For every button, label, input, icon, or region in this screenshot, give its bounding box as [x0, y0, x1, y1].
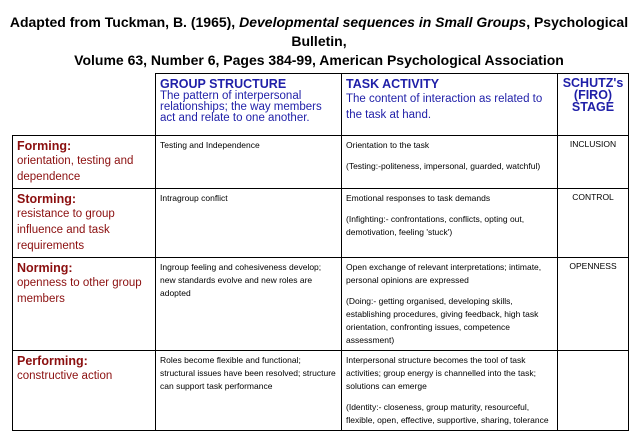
- group-structure-cell: Roles become flexible and functional; structural issues have been resolved; structure can support task performance: [156, 351, 342, 431]
- title-line-2: Volume 63, Number 6, Pages 384-99, American Psychological Association: [74, 52, 564, 68]
- task-main-text: Orientation to the task: [346, 140, 430, 150]
- task-activity-cell: [342, 351, 558, 431]
- stage-description: resistance to group influence and task requirements: [17, 208, 115, 252]
- stage-row-forming: [13, 136, 629, 189]
- stage-name: Storming:: [17, 192, 77, 206]
- schutz-line-2: (FIRO): [573, 88, 613, 102]
- firo-stage-cell: [558, 351, 629, 431]
- task-detail-text: (Testing:-politeness, impersonal, guarded, watchful): [346, 161, 541, 171]
- group-structure-subtitle: The pattern of interpersonal relationships; the way members act and relate to one another.: [160, 90, 322, 124]
- task-main-text: Emotional responses to task demands: [346, 193, 491, 203]
- task-main-text: Interpersonal structure becomes the tool of task activities; group energy is channelled into the task; solutions can emerge: [346, 355, 536, 391]
- group-structure-title: GROUP STRUCTURE: [160, 77, 287, 91]
- stage-description: orientation, testing and dependence: [17, 155, 134, 183]
- stage-cell: [13, 136, 156, 189]
- schutz-line-1: SCHUTZ's: [562, 76, 624, 90]
- stage-name: Performing:: [17, 354, 88, 368]
- task-activity-cell: [342, 136, 558, 189]
- header-row: [13, 74, 629, 136]
- schutz-line-3: STAGE: [571, 100, 615, 114]
- title-italic-source: Developmental sequences in Small Groups: [239, 14, 527, 30]
- task-activity-cell: [342, 189, 558, 258]
- task-activity-subtitle: The content of interaction as related to the task at hand.: [346, 93, 543, 121]
- task-detail-text: (Doing:- getting organised, developing skills, establishing procedures, giving feedback, high task orientation, confronting issues, competence assessment): [346, 296, 539, 345]
- header-schutz-stage: [558, 74, 629, 136]
- stage-description: openness to other group members: [17, 277, 142, 305]
- task-detail-text: (Infighting:- confrontations, conflicts, opting out, demotivation, feeling 'stuck'): [346, 214, 525, 237]
- header-task-activity: [342, 74, 558, 136]
- stage-cell: [13, 351, 156, 431]
- page-title: [0, 13, 638, 70]
- task-main-text: Open exchange of relevant interpretations; intimate, personal opinions are expressed: [346, 262, 542, 285]
- firo-stage-cell: OPENNESS: [558, 258, 629, 351]
- stage-cell: [13, 189, 156, 258]
- tuckman-stages-table: [12, 73, 629, 431]
- stage-row-performing: [13, 351, 629, 431]
- firo-stage-cell: CONTROL: [558, 189, 629, 258]
- stage-cell: [13, 258, 156, 351]
- task-activity-cell: [342, 258, 558, 351]
- stage-row-norming: [13, 258, 629, 351]
- title-line-1: Adapted from Tuckman, B. (1965), Developmental sequences in Small Groups, Psychological Bulletin,: [9, 14, 629, 49]
- group-structure-cell: Ingroup feeling and cohesiveness develop; new standards evolve and new roles are adopted: [156, 258, 342, 351]
- task-detail-text: (Identity:- closeness, group maturity, resourceful, flexible, open, effective, supportive, sharing, tolerance: [346, 402, 549, 425]
- stage-name: Norming:: [17, 261, 73, 275]
- stage-row-storming: [13, 189, 629, 258]
- task-activity-title: TASK ACTIVITY: [346, 77, 440, 91]
- stage-name: Forming:: [17, 139, 72, 153]
- group-structure-cell: Intragroup conflict: [156, 189, 342, 258]
- stage-description: constructive action: [17, 370, 113, 382]
- header-group-structure: [156, 74, 342, 136]
- firo-stage-cell: INCLUSION: [558, 136, 629, 189]
- group-structure-cell: Testing and Independence: [156, 136, 342, 189]
- header-blank-cell: [13, 74, 156, 136]
